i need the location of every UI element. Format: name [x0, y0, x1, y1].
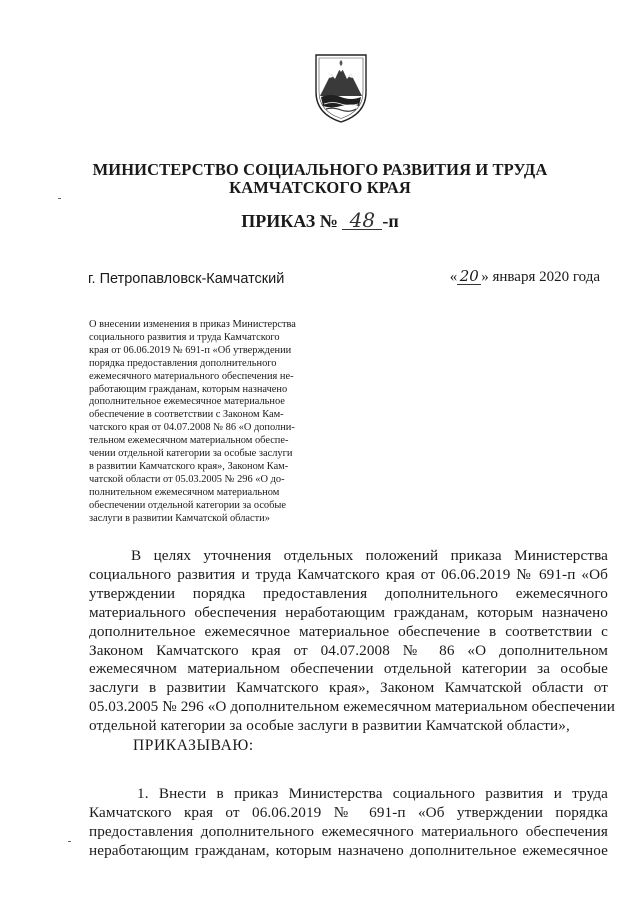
- paragraph-line: Законом Камчатского края от 04.07.2008 № 86 «О дополнительном: [89, 641, 608, 659]
- subject-line: полнительном ежемесячном материальном: [89, 486, 280, 498]
- paragraph-line: материального обеспечения неработающим гражданам, которым назначено: [89, 603, 608, 621]
- paragraph-line: 05.03.2005 № 296 «О дополнительном ежемесячном материальном обеспечении: [89, 698, 615, 716]
- paragraph-line: неработающим гражданам, которым назначено дополнительное ежемесячное: [89, 841, 608, 859]
- paragraph-line: Камчатского края от 06.06.2019 № 691-п «Об утверждении порядка: [89, 803, 608, 821]
- city-line: г. Петропавловск-Камчатский: [88, 271, 285, 287]
- subject-line: социального развития и труда Камчатского: [89, 331, 280, 343]
- subject-line: в развитии Камчатского края», Законом Кам-: [89, 460, 289, 472]
- subject-line: заслуги в развитии Камчатской области»: [89, 512, 270, 524]
- subject-line: чатской области от 05.03.2005 № 296 «О до-: [89, 473, 285, 485]
- scan-speck: [58, 198, 61, 199]
- paragraph-line: заслуги в развитии Камчатского края», Законом Камчатской области от: [89, 679, 608, 697]
- subject-line: края от 06.06.2019 № 691-п «Об утверждении: [89, 344, 292, 356]
- ministry-name-line1: МИНИСТЕРСТВО СОЦИАЛЬНОГО РАЗВИТИЯ И ТРУДА: [92, 160, 548, 179]
- ministry-name-line2: КАМЧАТСКОГО КРАЯ: [229, 178, 411, 197]
- subject-line: обеспечение в соответствии с Законом Кам-: [89, 409, 284, 421]
- scan-speck: [68, 841, 71, 842]
- paragraph-line: ежемесячном материальном обеспечении отдельной категории за особые: [89, 660, 608, 678]
- paragraph-line: отдельной категории за особые заслуги в развитии Камчатской области»,: [89, 717, 570, 735]
- paragraph-line: социального развития и труда Камчатского края от 06.06.2019 № 691-п «Об: [89, 565, 608, 583]
- date-day: 20: [457, 269, 481, 285]
- subject-line: чении отдельной категории за особые заслуги: [89, 448, 293, 460]
- order-date: [450, 269, 600, 286]
- subject-line: ежемесячного материального обеспечения не-: [89, 370, 294, 382]
- subject-line: тельном ежемесячном материальном обеспе-: [89, 435, 289, 447]
- paragraph-line: 1. Внести в приказ Министерства социального развития и труда: [137, 785, 608, 802]
- coat-of-arms-emblem: [313, 52, 369, 124]
- subject-line: работающим гражданам, которым назначено: [89, 383, 288, 395]
- order-number: 48: [342, 211, 382, 230]
- order-subject: [89, 319, 330, 526]
- date-month-year: января 2020 года: [492, 269, 600, 285]
- paragraph-line: дополнительное ежемесячное материальное обеспечение в соответствии с: [89, 622, 608, 640]
- paragraph-line: утверждении порядка предоставления дополнительного ежемесячного: [89, 584, 608, 602]
- paragraph-line: В целях уточнения отдельных положений приказа Министерства: [131, 547, 608, 564]
- order-prefix: ПРИКАЗ №: [241, 211, 338, 231]
- subject-line: О внесении изменения в приказ Министерства: [89, 319, 296, 330]
- subject-line: обеспечении отдельной категории за особые: [89, 499, 287, 511]
- item-1-paragraph: [89, 785, 608, 861]
- paragraph-line: предоставления дополнительного ежемесячного материального обеспечения: [89, 822, 608, 840]
- prikazyvayu-heading: ПРИКАЗЫВАЮ:: [133, 737, 254, 754]
- date-open-quote: «: [449, 269, 458, 285]
- date-close-quote: »: [481, 269, 489, 285]
- order-suffix: -п: [382, 211, 399, 231]
- preamble-paragraph: [89, 547, 615, 736]
- subject-line: порядка предоставления дополнительного: [89, 357, 277, 369]
- subject-line: чатского края от 04.07.2008 № 86 «О дополни-: [89, 422, 295, 434]
- subject-line: дополнительное ежемесячное материальное: [89, 396, 285, 408]
- order-title: [0, 208, 640, 232]
